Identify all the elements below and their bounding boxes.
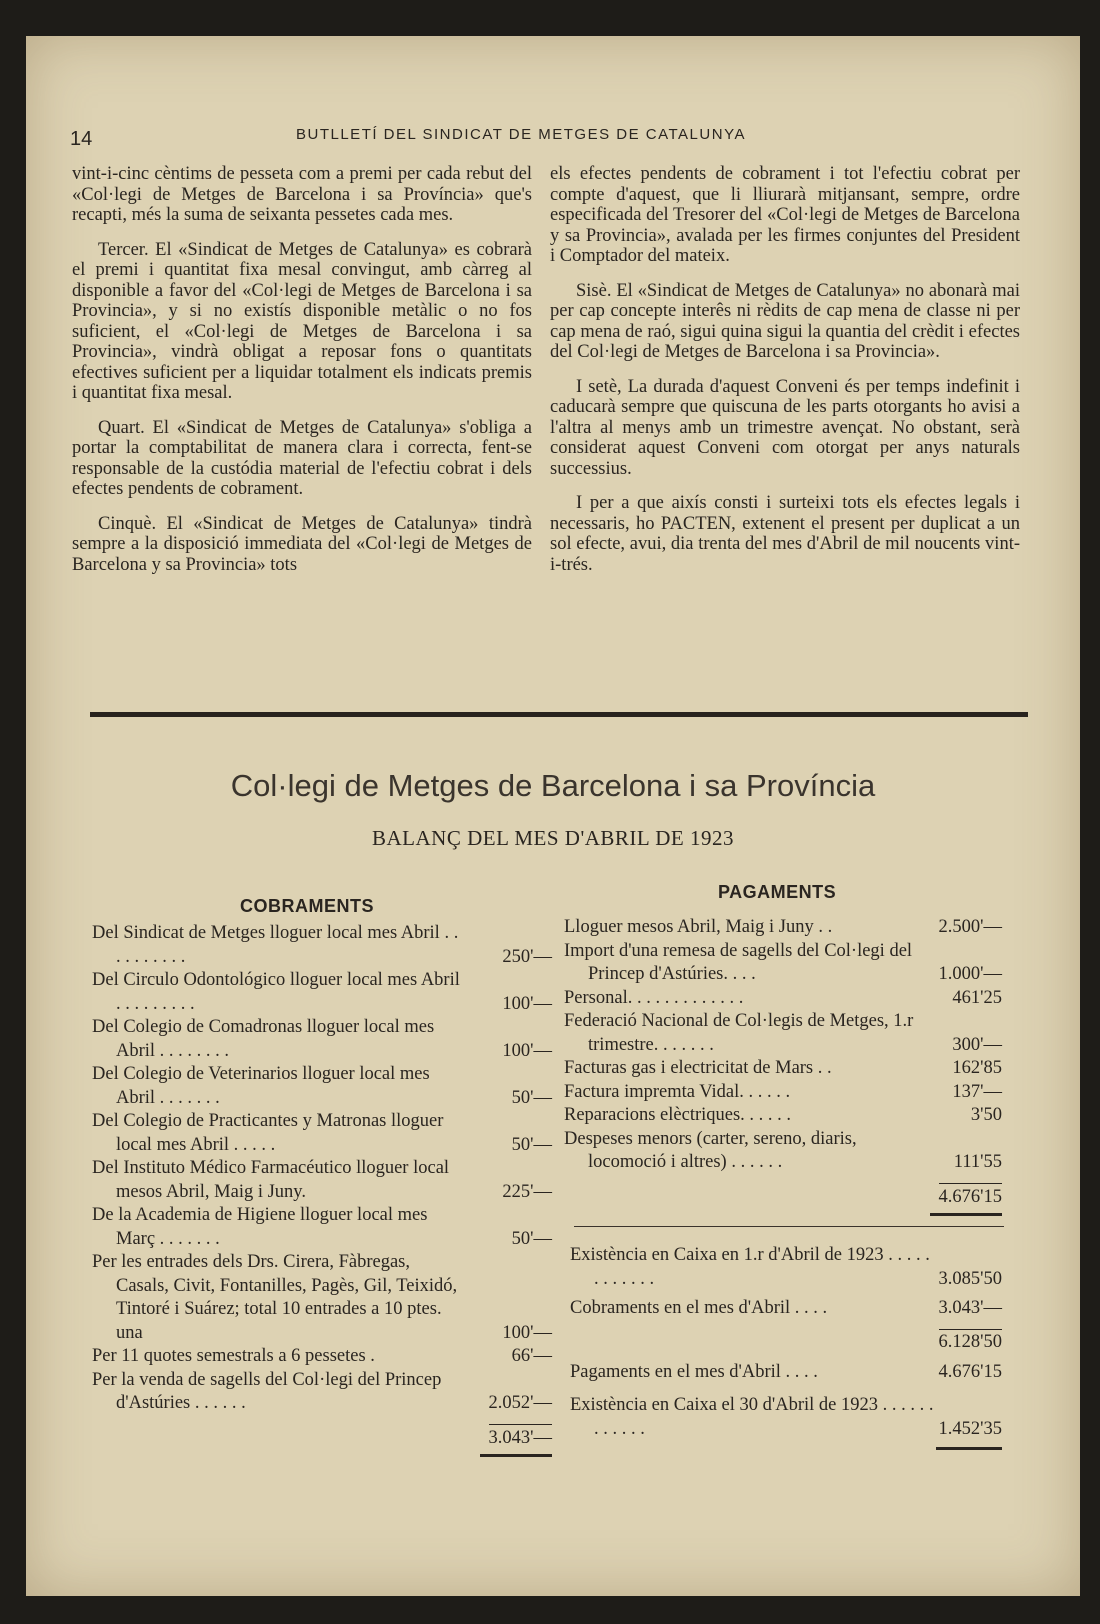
ledger-desc: Federació Nacional de Col·legis de Metges, 1.r trimestre. . . . . . . [564, 1011, 914, 1055]
total-rule [480, 1454, 552, 1457]
summary-amount: 1.452'35 [938, 1418, 1002, 1439]
ledger-desc: Per 11 quotes semestrals a 6 pessetes . [92, 1346, 375, 1366]
paragraph: Cinquè. El «Sindicat de Metges de Catalunya» tindrà sempre a la disposició immediata del «Col·legi de Metges de Barcelona y sa Provincia» tots [72, 513, 532, 575]
page-header [70, 116, 1010, 150]
ledger-row [92, 969, 552, 1016]
left-text-column [72, 164, 532, 684]
final-total-rule [936, 1447, 1002, 1450]
ledger-total-amount: 4.676'15 [939, 1183, 1002, 1215]
page-number: 14 [70, 128, 93, 150]
ledger-desc: Per la venda de sagells del Col·legi del Princep d'Astúries . . . . . . [92, 1369, 442, 1413]
ledger-amount: 100'— [502, 993, 552, 1014]
summary-row [570, 1361, 1002, 1385]
ledger-amount: 250'— [502, 946, 552, 967]
ledger-amount: 137'— [952, 1081, 1002, 1102]
summary-row [570, 1394, 1002, 1441]
ledger-desc: Del Colegio de Veterinarios lloguer local mes Abril . . . . . . . [92, 1064, 430, 1108]
ledger-amount: 1.000'— [938, 964, 1002, 984]
ledger-amount: 66'— [511, 1346, 552, 1366]
ledger-row [564, 987, 1002, 1011]
ledger-desc: Del Circulo Odontológico lloguer local mes Abril . . . . . . . . . [92, 970, 460, 1014]
pagaments-heading: PAGAMENTS [718, 882, 837, 902]
ledger-row [92, 1157, 552, 1204]
ledger-row [92, 922, 552, 969]
ledger-amount: 3'50 [970, 1105, 1002, 1125]
summary-amount: 4.676'15 [938, 1361, 1002, 1382]
ledger-row [92, 1016, 552, 1063]
running-head: BUTLLETÍ DEL SINDICAT DE METGES DE CATALUNYA [296, 126, 746, 143]
ledger-row [564, 1128, 1002, 1175]
summary-amount: 3.085'50 [938, 1268, 1002, 1289]
ledger-amount: 50'— [511, 1228, 552, 1249]
ledger-total [564, 1175, 1002, 1215]
paragraph: I per a que aixís consti i surteixi tots els efectes legals i necessaris, ho PACTEN, extenent el present per duplicat a un sol efecte, avui, dia trenta del mes d'Abril de mil noucents vint-i-trés. [550, 493, 1020, 575]
summary-amount: 3.043'— [938, 1298, 1002, 1318]
ledger-row [92, 1369, 552, 1416]
ledger-desc: Lloguer mesos Abril, Maig i Juny . . [564, 917, 833, 937]
ledger-amount: 461'25 [952, 987, 1002, 1008]
ledger-row [564, 916, 1002, 940]
ledger-row [92, 1345, 552, 1369]
ledger-amount: 50'— [511, 1087, 552, 1108]
document-page [26, 36, 1080, 1596]
ledger-desc: Del Instituto Médico Farmacéutico lloguer local mesos Abril, Maig i Juny. [92, 1158, 450, 1202]
ledger-amount: 300'— [952, 1034, 1002, 1055]
ledger-desc: Del Colegio de Comadronas lloguer local mes Abril . . . . . . . . [92, 1017, 435, 1061]
summary-desc: Cobraments en el mes d'Abril . . . . [570, 1298, 828, 1318]
paragraph: Quart. El «Sindicat de Metges de Catalunya» s'obliga a portar la comptabilitat de manera clara i correcta, fent-se responsable de la custódia material de l'efectiu cobrat i dels efectes pendents de cobrament. [72, 417, 532, 499]
ledger-desc: Facturas gas i electricitat de Mars . . [564, 1058, 832, 1078]
ledger-amount: 2.500'— [938, 917, 1002, 937]
ledger-desc: Reparacions elèctriques. . . . . . [564, 1105, 792, 1125]
paragraph: I setè, La durada d'aquest Conveni és per temps indefinit i caducarà sempre que quiscuna de les parts otorgants ho avisi a l'altra al menys amb un trimestre avençat. No obstant, serà considerat aquest Conveni com otorgat per anys naturals successius. [550, 376, 1020, 479]
ledger-desc: Del Sindicat de Metges lloguer local mes Abril . . . . . . . . . . [92, 923, 459, 967]
report-subtitle: BALANÇ DEL MES D'ABRIL DE 1923 [372, 826, 734, 850]
ledger-row [564, 1010, 1002, 1057]
total-rule [930, 1213, 1002, 1216]
summary-desc: Existència en Caixa el 30 d'Abril de 1923 . . . . . . . . . . . . [570, 1395, 934, 1439]
ledger-row [564, 940, 1002, 987]
ledger-desc: Import d'una remesa de sagells del Col·legi del Princep d'Astúries. . . . [564, 940, 913, 984]
ledger-row [564, 1081, 1002, 1105]
paragraph: vint-i-cinc cèntims de pesseta com a premi per cada rebut del «Col·legi de Metges de Barcelona i sa Província» que's recapti, més la suma de seixanta pessetes cada mes. [72, 164, 532, 225]
ledger-desc: Per les entrades dels Drs. Cirera, Fàbregas, Casals, Civit, Fontanilles, Pagès, Gil, Teixidó, Tintoré i Suárez; total 10 entrades a 10 ptes. una [92, 1252, 458, 1343]
cobraments-ledger [92, 922, 552, 1456]
cobraments-heading: COBRAMENTS [240, 896, 374, 916]
ledger-row [564, 1104, 1002, 1128]
summary-row [570, 1244, 1002, 1291]
paragraph: els efectes pendents de cobrament i tot l'efectiu cobrat per compte d'aquest, que li lliurarà mitjansant, sempre, ordre especificada del Tresorer del «Col·legi de Metges de Barcelona y sa Provincia», avalada per les firmes conjuntes del President i Comptador del mateix. [550, 164, 1020, 266]
ledger-row [92, 1204, 552, 1251]
cash-summary [570, 1244, 1002, 1447]
ledger-amount: 162'85 [952, 1058, 1002, 1078]
summary-desc: Pagaments en el mes d'Abril . . . . [570, 1361, 818, 1382]
report-title: Col·legi de Metges de Barcelona i sa Província [230, 768, 876, 803]
summary-row [570, 1297, 1002, 1321]
summary-subtotal-amount: 6.128'50 [939, 1329, 1002, 1353]
ledger-desc: Factura impremta Vidal. . . . . . [564, 1081, 791, 1102]
paragraph: Sisè. El «Sindicat de Metges de Catalunya» no abonarà mai per cap concepte interês ni rèdits de cap mena de classe ni per cap mena de raó, sigui quina sigui la quantia del crèdit i efectes del Col·legi de Metges de Barcelona i sa Provincia». [550, 280, 1020, 362]
paragraph: Tercer. El «Sindicat de Metges de Catalunya» es cobrarà el premi i quantitat fixa mesal convingut, amb càrreg al disponible a favor del «Col·legi de Metges de Barcelona i sa Provincia», y si no existís disponible metàlic o no fos suficient, el «Col·legi de Metges de Barcelona i sa Provincia», vindrà obligat a reposar fons o quantitats efectives suficient per a liquidar totalment els indicats premis i quantitat fixa mesal. [72, 239, 532, 403]
ledger-total-amount: 3.043'— [489, 1424, 552, 1456]
ledger-row [92, 1110, 552, 1157]
ledger-amount: 2.052'— [488, 1393, 552, 1413]
ledger-row [92, 1063, 552, 1110]
ledger-desc: Despeses menors (carter, sereno, diaris, locomoció i altres) . . . . . . [564, 1128, 857, 1172]
ledger-amount: 100'— [502, 1322, 552, 1343]
ledger-amount: 225'— [502, 1181, 552, 1202]
summary-divider [574, 1226, 1004, 1227]
ledger-amount: 50'— [511, 1134, 552, 1155]
pagaments-ledger [564, 916, 1002, 1215]
ledger-total [92, 1416, 552, 1456]
ledger-row [92, 1251, 552, 1345]
ledger-desc: Del Colegio de Practicantes y Matronas lloguer local mes Abril . . . . . [92, 1111, 444, 1155]
ledger-row [564, 1057, 1002, 1081]
ledger-amount: 111'55 [953, 1152, 1002, 1172]
summary-subtotal [570, 1327, 1002, 1353]
ledger-desc: Personal. . . . . . . . . . . . . [564, 987, 744, 1008]
ledger-desc: De la Academia de Higiene lloguer local mes Març . . . . . . . [92, 1205, 428, 1249]
right-text-column [550, 164, 1020, 684]
summary-desc: Existència en Caixa en 1.r d'Abril de 1923 . . . . . . . . . . . . [570, 1245, 930, 1289]
section-divider [90, 712, 1028, 717]
ledger-amount: 100'— [502, 1040, 552, 1061]
